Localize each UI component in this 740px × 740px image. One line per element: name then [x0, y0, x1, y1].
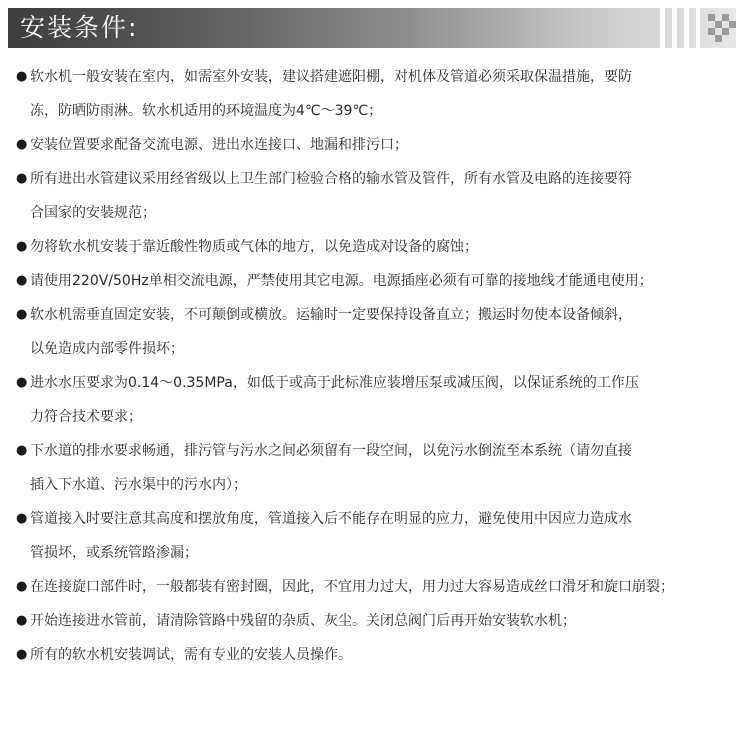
list-item-text-line: 开始连接进水管前，请清除管路中残留的杂质、灰尘。关闭总阀门后再开始安装软水机；: [30, 613, 576, 629]
list-item-text-line: 管道接入时要注意其高度和摆放角度，管道接入后不能存在明显的应力，避免使用中因应力造成水: [30, 511, 632, 527]
bullet-icon: ●: [16, 613, 28, 628]
list-item-text-line: 合国家的安装规范；: [30, 205, 156, 221]
list-item-text-line: 进水水压要求为0.14～0.35MPa，如低于或高于此标准应装增压泵或减压阀，以保证系统的工作压: [30, 375, 639, 391]
bullet-icon: ●: [16, 511, 28, 526]
list-item: [16, 638, 734, 672]
list-item-text-line: 请使用220V/50Hz单相交流电源，严禁使用其它电源。电源插座必须有可靠的接地线才能通电使用；: [30, 273, 653, 289]
list-item: [16, 604, 734, 638]
list-item-text-line: 安装位置要求配备交流电源、进出水连接口、地漏和排污口；: [30, 137, 408, 153]
list-item-text-line: 力符合技术要求；: [30, 409, 142, 425]
bullet-icon: ●: [16, 307, 28, 322]
list-item-text-line: 以免造成内部零件损坏；: [30, 341, 184, 357]
list-item: [16, 502, 734, 570]
list-item-text-line: 下水道的排水要求畅通，排污管与污水之间必须留有一段空间，以免污水倒流至本系统（请勿直接: [30, 443, 632, 459]
list-item: [16, 298, 734, 366]
bullet-icon: ●: [16, 137, 28, 152]
bullet-icon: ●: [16, 579, 28, 594]
list-item: [16, 264, 734, 298]
list-item: [16, 60, 734, 128]
list-item-text-line: 所有进出水管建议采用经省级以上卫生部门检验合格的输水管及管件，所有水管及电路的连接要符: [30, 171, 632, 187]
bullet-icon: ●: [16, 69, 28, 84]
list-item-text-line: 在连接旋口部件时，一般都装有密封圈，因此，不宜用力过大，用力过大容易造成丝口滑牙和旋口崩裂；: [30, 579, 674, 595]
bullet-icon: ●: [16, 443, 28, 458]
installation-conditions-list: [16, 60, 734, 672]
list-item-text-line: 所有的软水机安装调试，需有专业的安装人员操作。: [30, 647, 352, 663]
section-header-bar: [8, 8, 736, 48]
list-item-text-line: 软水机一般安装在室内，如需室外安装，建议搭建遮阳棚，对机体及管道必须采取保温措施，要防: [30, 69, 632, 85]
list-item-text-line: 冻，防晒防雨淋。软水机适用的环境温度为4℃～39℃；: [30, 103, 383, 119]
section-title: 安装条件:: [20, 13, 139, 42]
bullet-icon: ●: [16, 647, 28, 662]
list-item: [16, 128, 734, 162]
list-item: [16, 230, 734, 264]
header-stripes-decoration: [646, 8, 736, 48]
list-item-text-line: 软水机需垂直固定安装，不可颠倒或横放。运输时一定要保持设备直立；搬运时勿使本设备倾斜，: [30, 307, 632, 323]
bullet-icon: ●: [16, 171, 28, 186]
list-item-text-line: 勿将软水机安装于靠近酸性物质或气体的地方，以免造成对设备的腐蚀；: [30, 239, 478, 255]
list-item-text-line: 管损坏，或系统管路渗漏；: [30, 545, 198, 561]
bullet-icon: ●: [16, 273, 28, 288]
list-item-text-line: 插入下水道、污水渠中的污水内）；: [30, 477, 247, 493]
bullet-icon: ●: [16, 239, 28, 254]
list-item: [16, 434, 734, 502]
list-item: [16, 366, 734, 434]
list-item: [16, 162, 734, 230]
list-item: [16, 570, 734, 604]
bullet-icon: ●: [16, 375, 28, 390]
